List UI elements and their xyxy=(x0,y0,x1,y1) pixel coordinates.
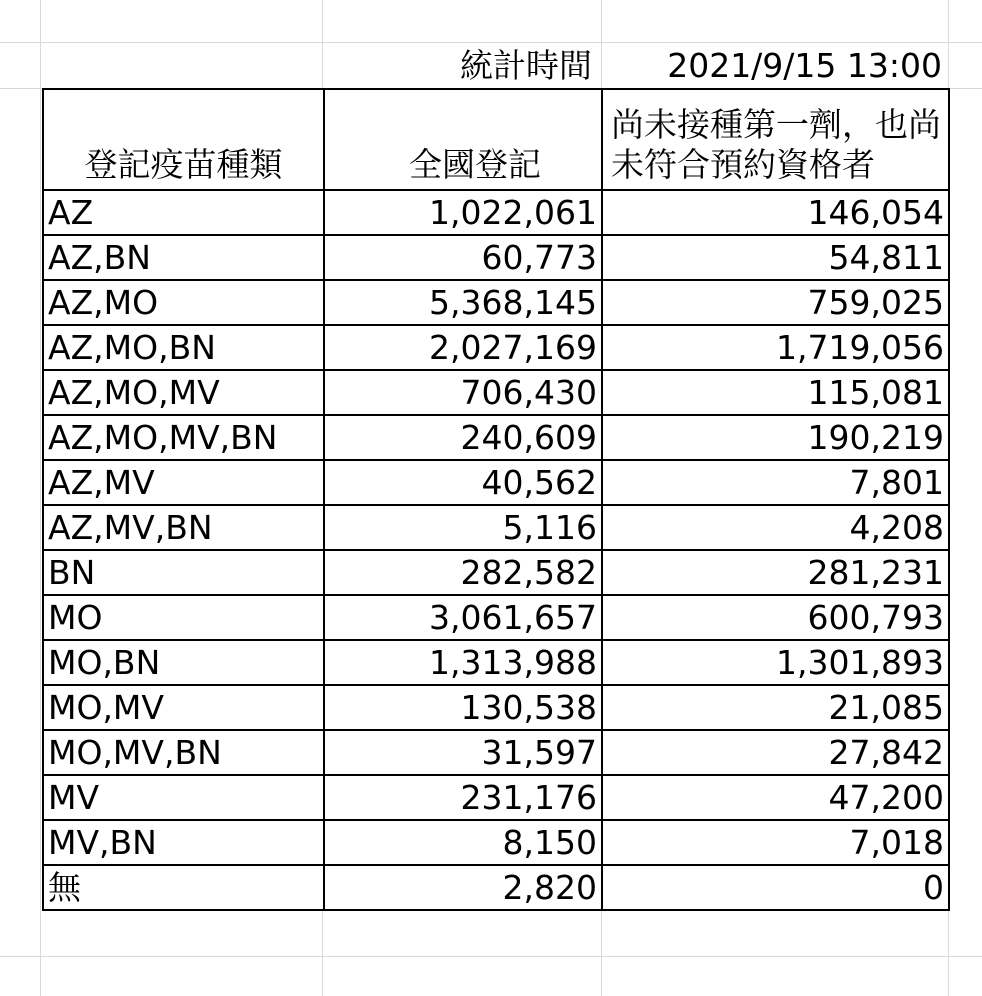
not-eligible-count-cell[interactable]: 4,208 xyxy=(602,505,949,550)
not-eligible-count-cell[interactable]: 54,811 xyxy=(602,235,949,280)
national-count-cell[interactable]: 40,562 xyxy=(324,460,602,505)
vaccine-type-cell[interactable]: AZ,MO xyxy=(43,280,324,325)
national-count-cell[interactable]: 282,582 xyxy=(324,550,602,595)
table-row xyxy=(43,730,949,775)
table-row xyxy=(43,190,949,235)
table-row xyxy=(43,460,949,505)
not-eligible-count-cell[interactable]: 1,301,893 xyxy=(602,640,949,685)
not-eligible-count-cell[interactable]: 759,025 xyxy=(602,280,949,325)
vaccine-type-cell[interactable]: AZ,MV xyxy=(43,460,324,505)
table-row xyxy=(43,685,949,730)
national-count-cell[interactable]: 706,430 xyxy=(324,370,602,415)
stat-time-value-cell[interactable] xyxy=(606,46,942,86)
not-eligible-count-cell[interactable]: 47,200 xyxy=(602,775,949,820)
not-eligible-count-cell[interactable]: 7,018 xyxy=(602,820,949,865)
table-row xyxy=(43,865,949,910)
not-eligible-count-cell[interactable]: 0 xyxy=(602,865,949,910)
national-count-cell[interactable]: 2,027,169 xyxy=(324,325,602,370)
vaccine-registration-table xyxy=(42,88,950,911)
vaccine-type-cell[interactable]: AZ xyxy=(43,190,324,235)
national-count-cell[interactable]: 5,116 xyxy=(324,505,602,550)
table-row xyxy=(43,550,949,595)
header-row xyxy=(43,89,949,190)
stat-time-label-cell[interactable] xyxy=(330,46,592,86)
vaccine-type-cell[interactable]: AZ,MO,MV xyxy=(43,370,324,415)
not-eligible-count-cell[interactable]: 190,219 xyxy=(602,415,949,460)
header-national-label: 全國登記 xyxy=(409,145,541,184)
table-row xyxy=(43,505,949,550)
vaccine-type-cell[interactable]: MO,BN xyxy=(43,640,324,685)
stat-time-label: 統計時間 xyxy=(460,46,592,85)
vaccine-type-cell[interactable]: MO,MV xyxy=(43,685,324,730)
vaccine-type-cell[interactable]: AZ,MV,BN xyxy=(43,505,324,550)
table-row xyxy=(43,775,949,820)
table-row xyxy=(43,415,949,460)
not-eligible-count-cell[interactable]: 7,801 xyxy=(602,460,949,505)
vaccine-type-cell[interactable]: MO xyxy=(43,595,324,640)
table-row xyxy=(43,280,949,325)
stat-time-value: 2021/9/15 13:00 xyxy=(667,46,942,85)
vaccine-type-cell[interactable]: AZ,BN xyxy=(43,235,324,280)
not-eligible-count-cell[interactable]: 281,231 xyxy=(602,550,949,595)
national-count-cell[interactable]: 31,597 xyxy=(324,730,602,775)
not-eligible-count-cell[interactable]: 1,719,056 xyxy=(602,325,949,370)
national-count-cell[interactable]: 231,176 xyxy=(324,775,602,820)
header-cell-not-eligible[interactable] xyxy=(602,89,949,190)
not-eligible-count-cell[interactable]: 27,842 xyxy=(602,730,949,775)
national-count-cell[interactable]: 5,368,145 xyxy=(324,280,602,325)
not-eligible-count-cell[interactable]: 600,793 xyxy=(602,595,949,640)
national-count-cell[interactable]: 130,538 xyxy=(324,685,602,730)
vaccine-type-cell[interactable]: AZ,MO,MV,BN xyxy=(43,415,324,460)
table-row xyxy=(43,595,949,640)
vaccine-type-cell[interactable]: MV,BN xyxy=(43,820,324,865)
national-count-cell[interactable]: 60,773 xyxy=(324,235,602,280)
national-count-cell[interactable]: 8,150 xyxy=(324,820,602,865)
vaccine-type-cell[interactable]: MO,MV,BN xyxy=(43,730,324,775)
grid-row-line xyxy=(0,956,982,957)
header-type-label: 登記疫苗種類 xyxy=(84,145,283,184)
grid-row-line xyxy=(0,42,982,43)
header-cell-type[interactable] xyxy=(43,89,324,190)
national-count-cell[interactable]: 1,313,988 xyxy=(324,640,602,685)
table-row xyxy=(43,235,949,280)
grid-column-line xyxy=(40,0,41,996)
vaccine-type-cell[interactable]: MV xyxy=(43,775,324,820)
table-row xyxy=(43,820,949,865)
vaccine-type-cell[interactable]: BN xyxy=(43,550,324,595)
not-eligible-count-cell[interactable]: 21,085 xyxy=(602,685,949,730)
table-row xyxy=(43,370,949,415)
header-cell-national[interactable] xyxy=(324,89,602,190)
national-count-cell[interactable]: 2,820 xyxy=(324,865,602,910)
table-row xyxy=(43,325,949,370)
not-eligible-count-cell[interactable]: 146,054 xyxy=(602,190,949,235)
national-count-cell[interactable]: 240,609 xyxy=(324,415,602,460)
header-not-eligible-label: 尚未接種第一劑，也尚未符合預約資格者 xyxy=(611,105,941,184)
table-row xyxy=(43,640,949,685)
vaccine-type-cell[interactable]: 無 xyxy=(43,865,324,910)
national-count-cell[interactable]: 3,061,657 xyxy=(324,595,602,640)
vaccine-type-cell[interactable]: AZ,MO,BN xyxy=(43,325,324,370)
not-eligible-count-cell[interactable]: 115,081 xyxy=(602,370,949,415)
national-count-cell[interactable]: 1,022,061 xyxy=(324,190,602,235)
